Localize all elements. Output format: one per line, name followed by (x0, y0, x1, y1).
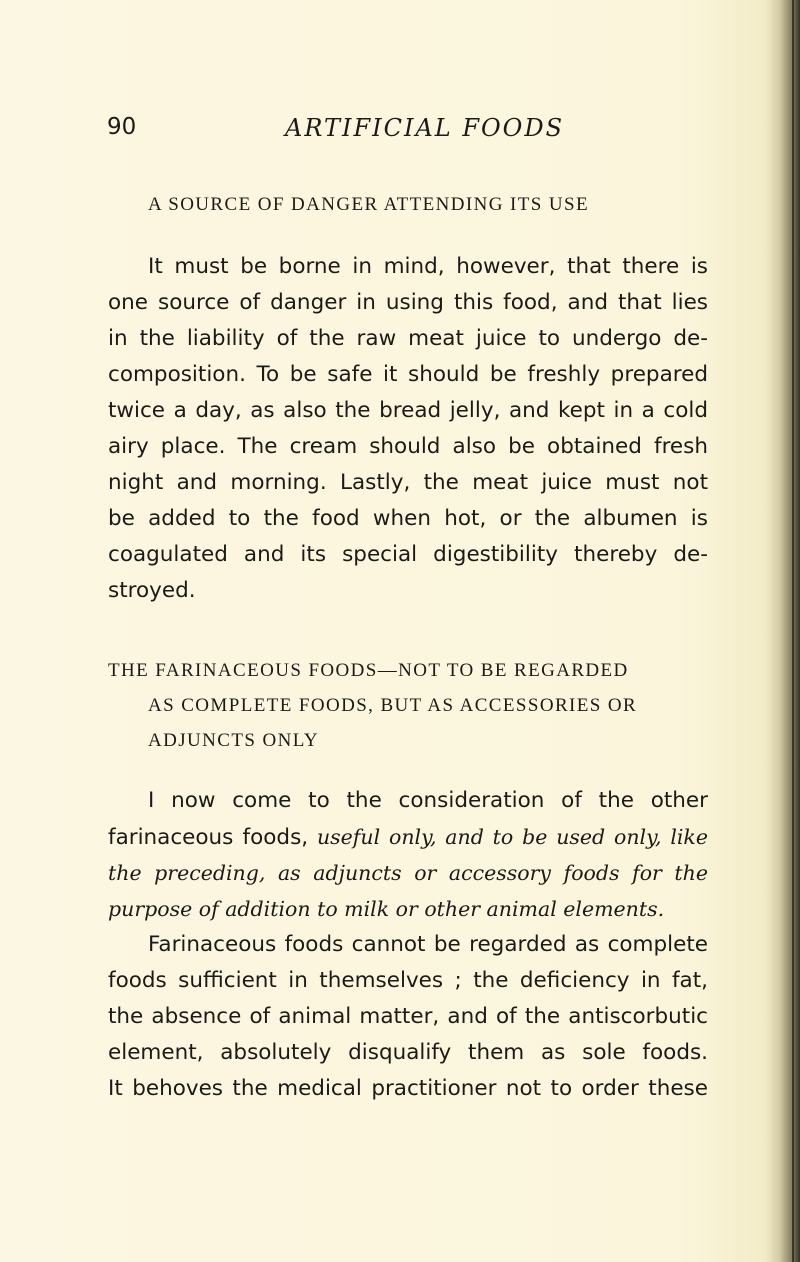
paragraph-line: composition. To be safe it should be freshly prepared (108, 362, 708, 387)
section-heading-danger: A SOURCE OF DANGER ATTENDING ITS USE (148, 194, 589, 215)
italic-line: purpose of addition to milk or other animal elements. (108, 897, 665, 921)
section-heading-farinaceous-line-3: ADJUNCTS ONLY (148, 730, 319, 751)
running-head-title: ARTIFICIAL FOODS (285, 114, 565, 142)
paragraph-line: coagulated and its special digestibility thereby de- (108, 542, 708, 567)
paragraph-line: be added to the food when hot, or the albumen is (108, 506, 708, 531)
paragraph-line: Farinaceous foods cannot be regarded as complete (148, 932, 708, 957)
paragraph-line: foods sufficient in themselves ; the deficiency in fat, (108, 968, 708, 993)
section-heading-farinaceous-line-1: THE FARINACEOUS FOODS—NOT TO BE REGARDED (108, 660, 629, 681)
paragraph-line: night and morning. Lastly, the meat juice must not (108, 470, 708, 495)
page-edge-shadow (766, 0, 800, 1262)
paragraph-line: one source of danger in using this food, and that lies (108, 290, 708, 315)
italic-line: the preceding, as adjuncts or accessory foods for the (108, 861, 708, 885)
paragraph-line: in the liability of the raw meat juice to undergo de- (108, 326, 708, 351)
paragraph-line: I now come to the consideration of the other (148, 788, 708, 813)
section-heading-farinaceous-line-2: AS COMPLETE FOODS, BUT AS ACCESSORIES OR (148, 695, 638, 716)
italic-text: useful only, and to be used only, like (308, 825, 708, 849)
paragraph-line: airy place. The cream should also be obtained fresh (108, 434, 708, 459)
paragraph-line: twice a day, as also the bread jelly, and kept in a cold (108, 398, 708, 423)
paragraph-line: It behoves the medical practitioner not to order these (108, 1076, 708, 1101)
paragraph-line: element, absolutely disqualify them as sole foods. (108, 1040, 708, 1065)
page-edge-line (792, 0, 794, 1262)
plain-text: farinaceous foods, (108, 825, 309, 850)
paragraph-line: It must be borne in mind, however, that there is (148, 254, 708, 279)
page-number: 90 (107, 114, 137, 140)
paragraph-line: stroyed. (108, 578, 196, 603)
paragraph-line: the absence of animal matter, and of the antiscorbutic (108, 1004, 708, 1029)
paragraph-line-with-italics (108, 822, 708, 853)
